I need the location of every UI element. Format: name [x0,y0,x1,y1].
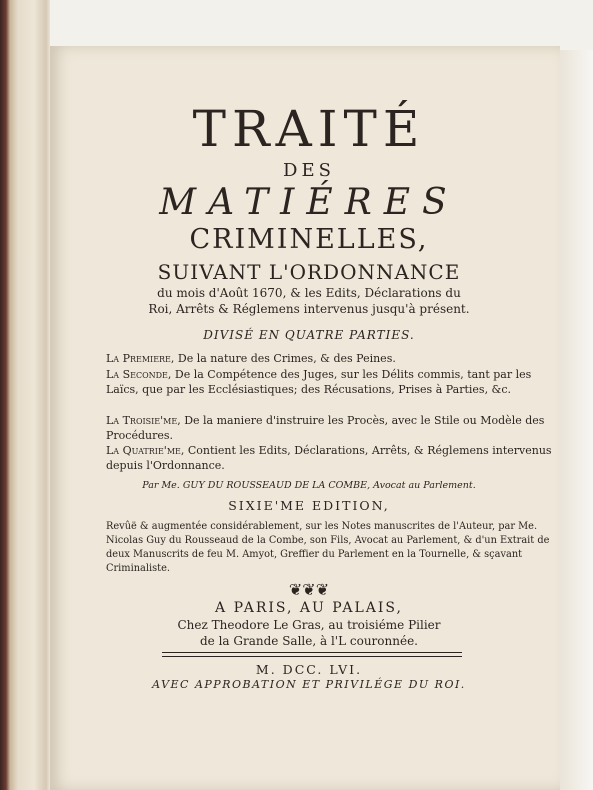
subtitle-line-2: Roi, Arrêts & Réglemens intervenus jusqu'à présent. [148,302,470,316]
imprint-address: de la Grande Salle, à l'L couronnée. [200,634,418,648]
part-2-text: De la Compétence des Juges, sur les Délits commis, tant par les Laïcs, que par les Ecclésiastiques; des Récusations, Prises à Parties, &c. [106,368,532,396]
imprint-city: A PARIS, AU PALAIS, [215,600,403,616]
title-line-5: SUIVANT L'ORDONNANCE [157,260,461,284]
part-3-text: De la maniere d'instruire les Procès, avec le Stile ou Modèle des Procédures. [106,414,545,442]
part-2-label: La Seconde, [106,368,172,381]
title-line-1: TRAITÉ [192,100,426,158]
title-line-3: MATIÉRES [159,182,459,223]
approbation-line: AVEC APPROBATION ET PRIVILÉGE DU ROI. [152,678,466,691]
imprint-printer: Chez Theodore Le Gras, au troisiéme Pilier [177,618,441,632]
title-line-2: DES [283,160,335,181]
part-4 [106,444,554,473]
revision-note: Revûë & augmentée considérablement, sur les Notes manuscrites de l'Auteur, par Me. Nicolas Guy du Rousseaud de la Combe, son Fils, Avocat au Parlement, & d'un Extrait de deux Manuscrits de feu M. Amyot, Greffier du Parlement en la Tournelle, & sçavant Criminaliste. [106,521,550,574]
title-line-4: CRIMINELLES, [189,224,429,255]
divise-heading: DIVISÉ EN QUATRE PARTIES. [203,328,415,342]
part-1-text: De la nature des Crimes, & des Peines. [177,352,396,365]
page-edge [556,50,593,790]
part-3-label: La Troisie'me, [106,414,181,427]
double-rule [162,652,462,657]
part-2 [106,368,554,397]
part-1-label: La Premiere, [106,352,175,365]
author-line: Par Me. GUY DU ROUSSEAUD DE LA COMBE, Avocat au Parlement. [142,480,476,491]
part-4-text: Contient les Edits, Déclarations, Arrêts, & Réglemens intervenus depuis l'Ordonnance. [106,444,552,472]
printer-ornament: ❦❦❦ [288,580,330,599]
subtitle-line-1: du mois d'Août 1670, & les Edits, Déclarations du [157,286,461,300]
part-4-label: La Quatrie'me, [106,444,185,457]
publication-date: M. DCC. LVI. [255,662,363,677]
part-3 [106,414,554,443]
book-spine [0,0,50,790]
edition-line: SIXIE'ME EDITION, [228,498,390,513]
part-1 [106,352,554,367]
